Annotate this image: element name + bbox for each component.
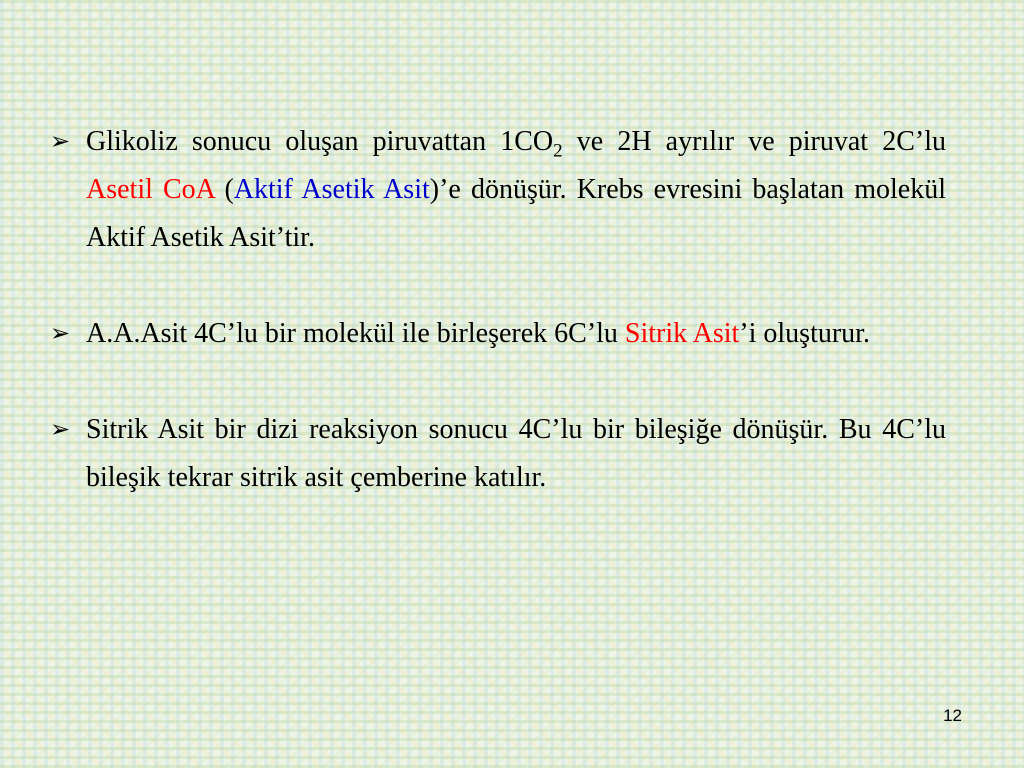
- highlight-term: Asetil CoA: [86, 174, 215, 205]
- bullet-text: [86, 118, 946, 262]
- slide-content: [50, 118, 946, 550]
- highlight-term: Aktif Asetik Asit: [233, 174, 430, 205]
- text-run: Glikoliz sonucu oluşan piruvattan 1CO: [86, 126, 554, 157]
- arrow-bullet-icon: ➢: [50, 129, 71, 155]
- arrow-bullet-icon: ➢: [50, 417, 71, 443]
- bullet-text: Sitrik Asit bir dizi reaksiyon sonucu 4C’lu bir bileşiğe dönüşür. Bu 4C’lu bileşik tekrar sitrik asit çemberine katılır.: [86, 414, 946, 493]
- arrow-bullet-icon: ➢: [50, 321, 71, 347]
- text-run: ve 2H ayrılır ve piruvat 2C’lu: [562, 126, 946, 157]
- text-run: A.A.Asit 4C’lu bir molekül ile birleşerek 6C’lu: [86, 318, 625, 349]
- bullet-item: [50, 406, 946, 502]
- text-run: (: [214, 174, 234, 205]
- bullet-item: [50, 118, 946, 262]
- text-run: ’i oluşturur.: [739, 318, 870, 349]
- page-number: 12: [943, 706, 962, 725]
- text-run: )’e dönüşür. Krebs evresini başlatan molekül Aktif Asetik Asit’tir.: [86, 174, 947, 253]
- bullet-item: [50, 310, 946, 358]
- subscript: 2: [553, 140, 563, 162]
- bullet-text: [86, 310, 946, 358]
- highlight-term: Sitrik Asit: [624, 318, 740, 349]
